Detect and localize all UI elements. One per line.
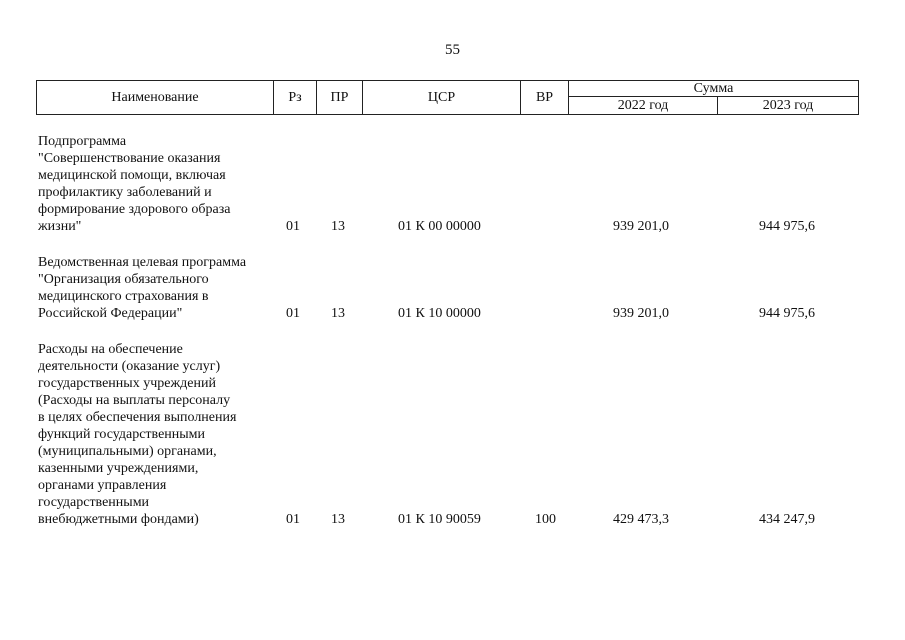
header-rz: Рз — [274, 81, 317, 114]
table-row — [38, 254, 858, 322]
row-rz: 01 — [286, 512, 300, 527]
row-pr: 13 — [331, 219, 345, 234]
header-name: Наименование — [37, 81, 274, 114]
header-pr: ПР — [317, 81, 363, 114]
row-name: Ведомственная целевая программа "Организация обязательного медицинского страхования в Российской Федерации" — [38, 255, 247, 321]
header-csr: ЦСР — [363, 81, 521, 114]
row-rz: 01 — [286, 219, 300, 234]
row-sum-2023: 944 975,6 — [759, 306, 815, 321]
row-rz: 01 — [286, 306, 300, 321]
row-vr: 100 — [535, 512, 556, 527]
page-number: 55 — [445, 42, 460, 58]
row-pr: 13 — [331, 306, 345, 321]
header-sum-group — [569, 81, 858, 114]
row-sum-2023: 944 975,6 — [759, 219, 815, 234]
row-pr: 13 — [331, 512, 345, 527]
table-row — [38, 341, 858, 528]
row-name: Расходы на обеспечение деятельности (оказание услуг) государственных учреждений (Расходы на выплаты персоналу в целях обеспечения выполнения функций государственными (муниципальными) органами, казенными учреждениями, органами управления государственными внебюджетными фондами) — [38, 342, 237, 527]
row-csr: 01 К 10 00000 — [398, 306, 481, 321]
row-sum-2022: 939 201,0 — [613, 219, 669, 234]
row-sum-2022: 429 473,3 — [613, 512, 669, 527]
table-row — [38, 133, 858, 235]
header-year-2023: 2023 год — [762, 98, 814, 113]
header-vr: ВР — [521, 81, 569, 114]
row-sum-2023: 434 247,9 — [759, 512, 815, 527]
row-csr: 01 К 00 00000 — [398, 219, 481, 234]
row-csr: 01 К 10 90059 — [398, 512, 481, 527]
row-sum-2022: 939 201,0 — [613, 306, 669, 321]
row-name: Подпрограмма "Совершенствование оказания медицинской помощи, включая профилактику заболеваний и формирование здорового образа жизни" — [38, 134, 231, 234]
table-header — [36, 80, 859, 115]
header-sum: Сумма — [569, 81, 858, 97]
header-year-2022: 2022 год — [569, 97, 718, 114]
